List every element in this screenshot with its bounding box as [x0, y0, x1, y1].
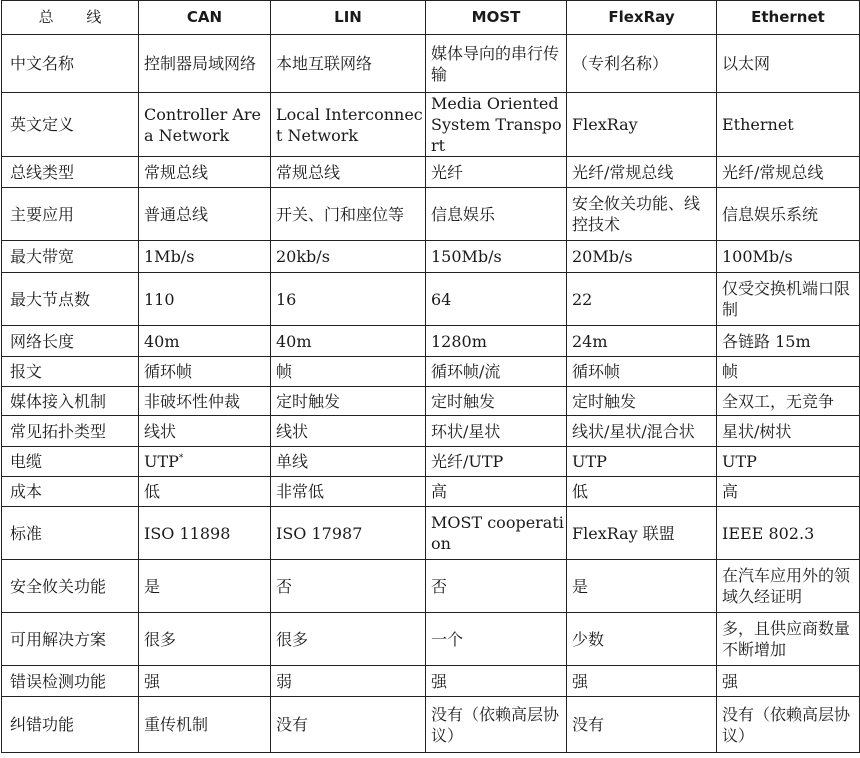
table-cell: 常规总线	[139, 157, 271, 188]
table-cell: FlexRay 联盟	[567, 507, 717, 560]
row-label: 安全攸关功能	[2, 560, 139, 613]
table-cell: 强	[426, 666, 567, 697]
table-cell: 各链路 15m	[717, 326, 860, 357]
table-row-bus-type	[2, 157, 860, 188]
table-cell: 是	[567, 560, 717, 613]
table-cell: 非破坏性仲裁	[139, 387, 271, 416]
table-cell: MOST cooperation	[426, 507, 567, 560]
table-cell: 帧	[271, 357, 426, 387]
row-label: 错误检测功能	[2, 666, 139, 697]
footnote-marker: *	[178, 453, 184, 464]
table-row-english-definition	[2, 93, 860, 157]
table-cell: 仅受交换机端口限制	[717, 273, 860, 326]
table-cell: 低	[139, 477, 271, 507]
table-cell: 20kb/s	[271, 241, 426, 273]
row-label: 媒体接入机制	[2, 387, 139, 416]
table-row-max-nodes	[2, 273, 860, 326]
row-label: 总线类型	[2, 157, 139, 188]
table-cell: 110	[139, 273, 271, 326]
row-label: 可用解决方案	[2, 613, 139, 666]
table-row-error-correction	[2, 697, 860, 753]
table-cell: 100Mb/s	[717, 241, 860, 273]
table-cell: 没有	[271, 697, 426, 753]
table-cell: 40m	[139, 326, 271, 357]
table-cell: ISO 17987	[271, 507, 426, 560]
table-cell: 弱	[271, 666, 426, 697]
row-label: 最大带宽	[2, 241, 139, 273]
column-header-can: CAN	[139, 1, 271, 35]
table-cell: FlexRay	[567, 93, 717, 157]
table-cell: 1280m	[426, 326, 567, 357]
table-cell: 非常低	[271, 477, 426, 507]
table-cell: Controller Area Network	[139, 93, 271, 157]
row-label: 成本	[2, 477, 139, 507]
table-cell: （专利名称）	[567, 35, 717, 93]
table-row-error-detection	[2, 666, 860, 697]
table-cell: 线状/星状/混合状	[567, 416, 717, 447]
table-cell: UTP	[717, 447, 860, 477]
row-label: 中文名称	[2, 35, 139, 93]
table-row-solutions	[2, 613, 860, 666]
table-cell: 少数	[567, 613, 717, 666]
table-cell: Ethernet	[717, 93, 860, 157]
table-cell: 多，且供应商数量不断增加	[717, 613, 860, 666]
table-row-topology	[2, 416, 860, 447]
table-cell: 光纤/UTP	[426, 447, 567, 477]
table-cell: 光纤/常规总线	[717, 157, 860, 188]
table-row-message	[2, 357, 860, 387]
header-row	[2, 1, 860, 35]
table-cell: 一个	[426, 613, 567, 666]
table-cell: 高	[426, 477, 567, 507]
table-cell: 高	[717, 477, 860, 507]
table-cell: 媒体导向的串行传输	[426, 35, 567, 93]
table-cell: UTP	[567, 447, 717, 477]
table-cell: 星状/树状	[717, 416, 860, 447]
table-row-media-access	[2, 387, 860, 416]
row-label: 纠错功能	[2, 697, 139, 753]
row-label: 标准	[2, 507, 139, 560]
column-header-ethernet: Ethernet	[717, 1, 860, 35]
table-cell: 16	[271, 273, 426, 326]
column-header-lin: LIN	[271, 1, 426, 35]
table-cell: 控制器局域网络	[139, 35, 271, 93]
table-cell: 安全攸关功能、线控技术	[567, 188, 717, 241]
table-cell: 常规总线	[271, 157, 426, 188]
table-cell: 没有（依赖高层协议）	[717, 697, 860, 753]
table-cell: 是	[139, 560, 271, 613]
table-cell: 单线	[271, 447, 426, 477]
table-row-cable	[2, 447, 860, 477]
table-cell: 20Mb/s	[567, 241, 717, 273]
table-cell: 没有	[567, 697, 717, 753]
row-label: 英文定义	[2, 93, 139, 157]
table-row-max-bandwidth	[2, 241, 860, 273]
cell-text: UTP	[144, 452, 179, 471]
table-row-standard	[2, 507, 860, 560]
table-cell: 很多	[139, 613, 271, 666]
table-cell: 没有（依赖高层协议）	[426, 697, 567, 753]
table-cell: 开关、门和座位等	[271, 188, 426, 241]
table-cell: 光纤/常规总线	[567, 157, 717, 188]
table-cell: 信息娱乐系统	[717, 188, 860, 241]
table-cell: 40m	[271, 326, 426, 357]
table-cell: 以太网	[717, 35, 860, 93]
table-cell: 普通总线	[139, 188, 271, 241]
table-cell: 强	[717, 666, 860, 697]
row-label: 常见拓扑类型	[2, 416, 139, 447]
table-cell: 循环帧/流	[426, 357, 567, 387]
row-label: 网络长度	[2, 326, 139, 357]
table-cell: 低	[567, 477, 717, 507]
table-cell: 150Mb/s	[426, 241, 567, 273]
table-cell: 线状	[139, 416, 271, 447]
table-row-cost	[2, 477, 860, 507]
table-cell	[139, 447, 271, 477]
table-cell: ISO 11898	[139, 507, 271, 560]
corner-header: 总 线	[2, 1, 139, 35]
column-header-most: MOST	[426, 1, 567, 35]
table-cell: 全双工，无竞争	[717, 387, 860, 416]
table-cell: Local Interconnect Network	[271, 93, 426, 157]
table-cell: 64	[426, 273, 567, 326]
table-cell: IEEE 802.3	[717, 507, 860, 560]
table-cell: 环状/星状	[426, 416, 567, 447]
table-cell: 24m	[567, 326, 717, 357]
table-cell: 定时触发	[567, 387, 717, 416]
table-cell: 否	[271, 560, 426, 613]
row-label: 报文	[2, 357, 139, 387]
table-cell: 重传机制	[139, 697, 271, 753]
table-cell: Media Oriented System Transport	[426, 93, 567, 157]
table-cell: 循环帧	[139, 357, 271, 387]
bus-comparison-table	[1, 0, 860, 753]
table-row-safety-critical	[2, 560, 860, 613]
column-header-flexray: FlexRay	[567, 1, 717, 35]
table-cell: 很多	[271, 613, 426, 666]
table-cell: 信息娱乐	[426, 188, 567, 241]
table-cell: 强	[567, 666, 717, 697]
table-cell: 定时触发	[271, 387, 426, 416]
table-cell: 在汽车应用外的领域久经证明	[717, 560, 860, 613]
table-cell: 循环帧	[567, 357, 717, 387]
table-cell: 1Mb/s	[139, 241, 271, 273]
table-cell: 定时触发	[426, 387, 567, 416]
table-cell: 光纤	[426, 157, 567, 188]
row-label: 最大节点数	[2, 273, 139, 326]
table-row-network-length	[2, 326, 860, 357]
table-cell: 强	[139, 666, 271, 697]
row-label: 主要应用	[2, 188, 139, 241]
table-row-main-application	[2, 188, 860, 241]
table-cell: 帧	[717, 357, 860, 387]
table-cell: 否	[426, 560, 567, 613]
row-label: 电缆	[2, 447, 139, 477]
table-cell: 线状	[271, 416, 426, 447]
table-cell: 本地互联网络	[271, 35, 426, 93]
table-cell: 22	[567, 273, 717, 326]
table-row-chinese-name	[2, 35, 860, 93]
